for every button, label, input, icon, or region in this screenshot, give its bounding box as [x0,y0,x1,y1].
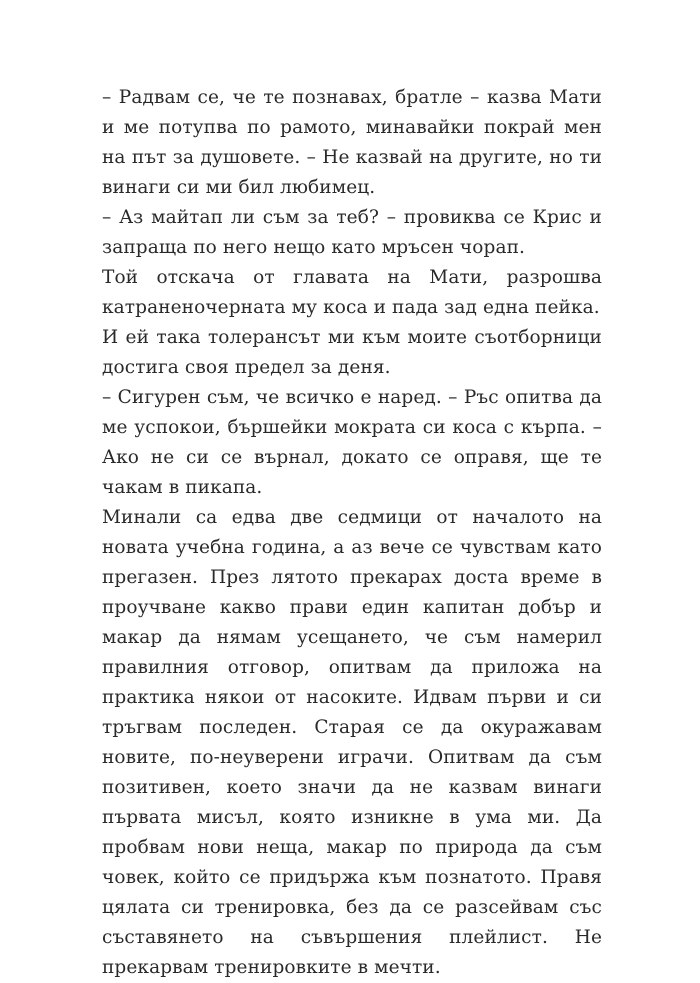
paragraph-6: Минали са едва две седмици от началото на новата учебна година, а аз вече се чувствам като прегазен. През лятото прекарах доста време в проучване какво прави един капитан добър и макар да нямам усещането, че съм намерил правилния отговор, опитвам да приложа на практика някои от насоките. Идвам първи и си тръгвам последен. Старая се да окуражавам новите, по-неуверени играчи. Опитвам да съм позитивен, което значи да не казвам винаги първата мисъл, която изникне в ума ми. Да пробвам нови неща, макар по природа да съм човек, който се придържа към познатото. Правя цялата си тренировка, без да се разсейвам със съставянето на съвършения плейлист. Не прекарвам тренировките в мечти. [102,507,602,978]
paragraph-3: Той отскача от главата на Мати, разрошва катраненочерната му коса и пада зад една пейка. [102,267,602,318]
paragraph-4: И ей така толерансът ми към моите съотборници достига своя предел за деня. [102,327,602,378]
paragraph-2: – Аз майтап ли съм за теб? – провиква се Крис и запраща по него нещо като мръсен чорап. [102,207,602,258]
paragraph-5: – Сигурен съм, че всичко е наред. – Ръс опитва да ме успокои, бършейки мократа си коса с кърпа. – Ако не си се върнал, докато се оправя, ще те чакам в пикапа. [102,387,602,498]
paragraph-1: – Радвам се, че те познавах, братле – казва Мати и ме потупва по рамото, минавайки покрай мен на път за душовете. – Не казвай на другите, но ти винаги си ми бил любимец. [102,87,602,198]
page-text-body [102,83,602,983]
